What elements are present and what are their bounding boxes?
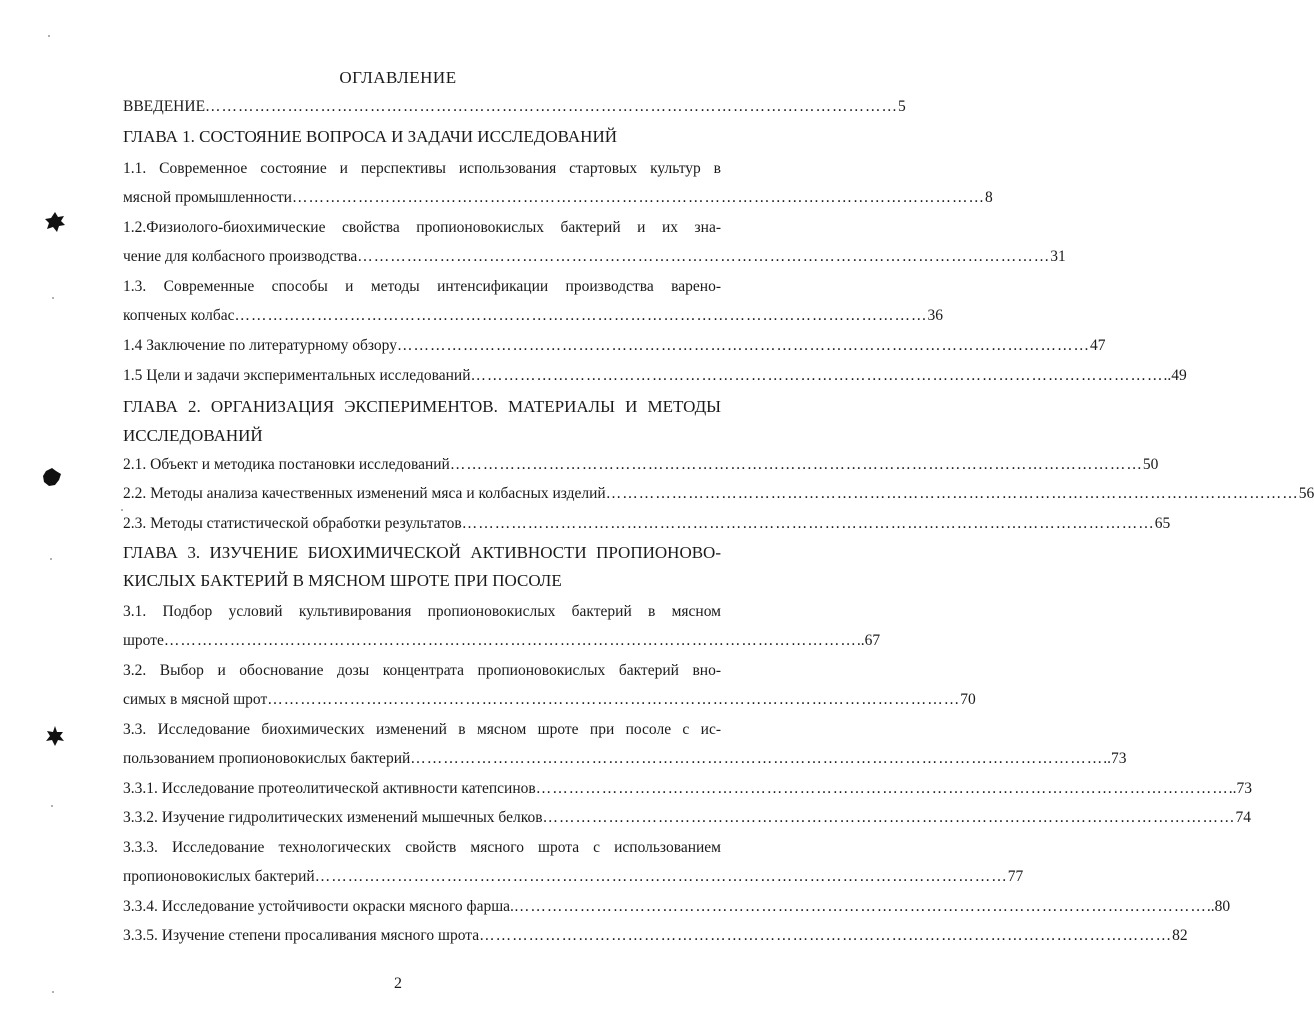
- page-ref: 65: [1154, 515, 1171, 532]
- toc-entry-1-3-line1: 1.3. Современные способы и методы интенсификации производства варено-: [123, 278, 721, 295]
- page-ref: 5: [898, 98, 906, 115]
- dot-leader: ………………………………………………………………………………………………………………: [449, 456, 1143, 473]
- chapter-3-heading-line1: ГЛАВА 3. ИЗУЧЕНИЕ БИОХИМИЧЕСКОЙ АКТИВНОСТИ ПРОПИОНОВО-: [123, 543, 721, 562]
- toc-entry-3-3-2: 3.3.2. Изучение гидролитических изменений мышечных белков ……………………………………………………………………………………………………………… 74: [123, 809, 1252, 826]
- dot-leader: ………………………………………………………………………………………………………………: [470, 367, 1164, 384]
- page-ref: 36: [927, 307, 943, 324]
- toc-entry-3-3-line1: 3.3. Исследование биохимических изменений в мясном шроте при посоле с ис-: [123, 721, 721, 738]
- punch-hole-blot-icon: [43, 724, 67, 748]
- page-ref: 8: [984, 189, 993, 206]
- toc-entry-3-2: симых в мясной шрот ……………………………………………………………………………………………………………… 70: [123, 691, 976, 708]
- toc-entry-3-1: шроте ……………………………………………………………………………………………………………… ..67: [123, 632, 881, 649]
- dot-leader: ………………………………………………………………………………………………………………: [479, 927, 1173, 944]
- page-ref: 31: [1050, 248, 1066, 265]
- scan-speck: [51, 805, 53, 807]
- page-ref: ..49: [1163, 367, 1187, 384]
- dot-leader: ………………………………………………………………………………………………………………: [535, 780, 1229, 797]
- scan-speck: [121, 509, 123, 511]
- toc-entry-2-2: 2.2. Методы анализа качественных изменений мяса и колбасных изделий ……………………………………………………………………………………………………………… 56: [123, 485, 1314, 502]
- punch-hole-blot-icon: [40, 465, 64, 489]
- toc-entry-3-3-3: пропионовокислых бактерий ……………………………………………………………………………………………………………… 77: [123, 868, 1024, 885]
- scan-speck: [50, 558, 52, 560]
- chapter-1-heading: ГЛАВА 1. СОСТОЯНИЕ ВОПРОСА И ЗАДАЧИ ИССЛЕДОВАНИЙ: [123, 127, 617, 146]
- punch-hole-blot-icon: [43, 210, 67, 234]
- toc-entry-1-5: 1.5 Цели и задачи экспериментальных исследований ……………………………………………………………………………………………………………… ..49: [123, 367, 1187, 384]
- toc-entry-intro: ВВЕДЕНИЕ ……………………………………………………………………………………………………………… 5: [123, 98, 906, 115]
- dot-leader: ………………………………………………………………………………………………………………: [461, 515, 1155, 532]
- chapter-3-heading-line2: КИСЛЫХ БАКТЕРИЙ В МЯСНОМ ШРОТЕ ПРИ ПОСОЛЕ: [123, 571, 562, 590]
- toc-entry-3-3-5: 3.3.5. Изучение степени просаливания мясного шрота ……………………………………………………………………………………………………………… 82: [123, 927, 1188, 944]
- page-ref: 47: [1089, 337, 1106, 354]
- toc-entry-3-2-line1: 3.2. Выбор и обоснование дозы концентрата пропионовокислых бактерий вно-: [123, 662, 721, 679]
- toc-entry-1-2: чение для колбасного производства ……………………………………………………………………………………………………………… 31: [123, 248, 1066, 265]
- dot-leader: ………………………………………………………………………………………………………………: [205, 98, 899, 115]
- toc-entry-2-1: 2.1. Объект и методика постановки исследований ……………………………………………………………………………………………………………… 50: [123, 456, 1159, 473]
- scan-speck: [52, 991, 54, 993]
- dot-leader: ………………………………………………………………………………………………………………: [396, 337, 1090, 354]
- toc-entry-3-1-line1: 3.1. Подбор условий культивирования пропионовокислых бактерий в мясном: [123, 603, 721, 620]
- page-ref: ..73: [1228, 780, 1252, 797]
- page-ref: ..67: [856, 632, 881, 649]
- toc-entry-1-1: мясной промышленности ……………………………………………………………………………………………………………… 8: [123, 189, 993, 206]
- toc-entry-3-3-4: 3.3.4. Исследование устойчивости окраски мясного фарша. ……………………………………………………………………………………………………………… ..80: [123, 898, 1231, 915]
- toc-entry-3-3-1: 3.3.1. Исследование протеолитической активности катепсинов ……………………………………………………………………………………………………………… ..73: [123, 780, 1252, 797]
- toc-entry-1-3: копченых колбас ……………………………………………………………………………………………………………… 36: [123, 307, 943, 324]
- toc-entry-1-4: 1.4 Заключение по литературному обзору ……………………………………………………………………………………………………………… 47: [123, 337, 1106, 354]
- toc-entry-1-1-line1: 1.1. Современное состояние и перспективы использования стартовых культур в: [123, 160, 721, 177]
- dot-leader: ………………………………………………………………………………………………………………: [410, 750, 1104, 767]
- dot-leader: ………………………………………………………………………………………………………………: [267, 691, 961, 708]
- dot-leader: ………………………………………………………………………………………………………………: [314, 868, 1008, 885]
- page-ref: 77: [1007, 868, 1024, 885]
- page-number: 2: [394, 975, 402, 992]
- scan-speck: [52, 297, 54, 299]
- page-ref: 56: [1298, 485, 1314, 502]
- page-ref: ..80: [1206, 898, 1231, 915]
- dot-leader: ………………………………………………………………………………………………………………: [605, 485, 1299, 502]
- page-ref: 70: [960, 691, 976, 708]
- dot-leader: ………………………………………………………………………………………………………………: [357, 248, 1051, 265]
- page-ref: 74: [1235, 809, 1252, 826]
- dot-leader: ………………………………………………………………………………………………………………: [163, 632, 857, 649]
- page-ref: ..73: [1103, 750, 1127, 767]
- chapter-2-heading-line1: ГЛАВА 2. ОРГАНИЗАЦИЯ ЭКСПЕРИМЕНТОВ. МАТЕРИАЛЫ И МЕТОДЫ: [123, 397, 721, 416]
- dot-leader: ………………………………………………………………………………………………………………: [513, 898, 1207, 915]
- toc-entry-2-3: 2.3. Методы статистической обработки результатов ……………………………………………………………………………………………………………… 65: [123, 515, 1171, 532]
- dot-leader: ………………………………………………………………………………………………………………: [234, 307, 928, 324]
- scan-speck: [48, 35, 50, 37]
- page-ref: 82: [1172, 927, 1188, 944]
- toc-title: ОГЛАВЛЕНИЕ: [339, 68, 457, 87]
- page-ref: 50: [1142, 456, 1159, 473]
- toc-entry-1-2-line1: 1.2.Физиолого-биохимические свойства пропионовокислых бактерий и их зна-: [123, 219, 721, 236]
- chapter-2-heading-line2: ИССЛЕДОВАНИЙ: [123, 426, 263, 445]
- dot-leader: ………………………………………………………………………………………………………………: [542, 809, 1236, 826]
- toc-entry-3-3: пользованием пропионовокислых бактерий ……………………………………………………………………………………………………………… ..73: [123, 750, 1127, 767]
- dot-leader: ………………………………………………………………………………………………………………: [291, 189, 985, 206]
- toc-entry-3-3-3-line1: 3.3.3. Исследование технологических свойств мясного шрота с использованием: [123, 839, 721, 856]
